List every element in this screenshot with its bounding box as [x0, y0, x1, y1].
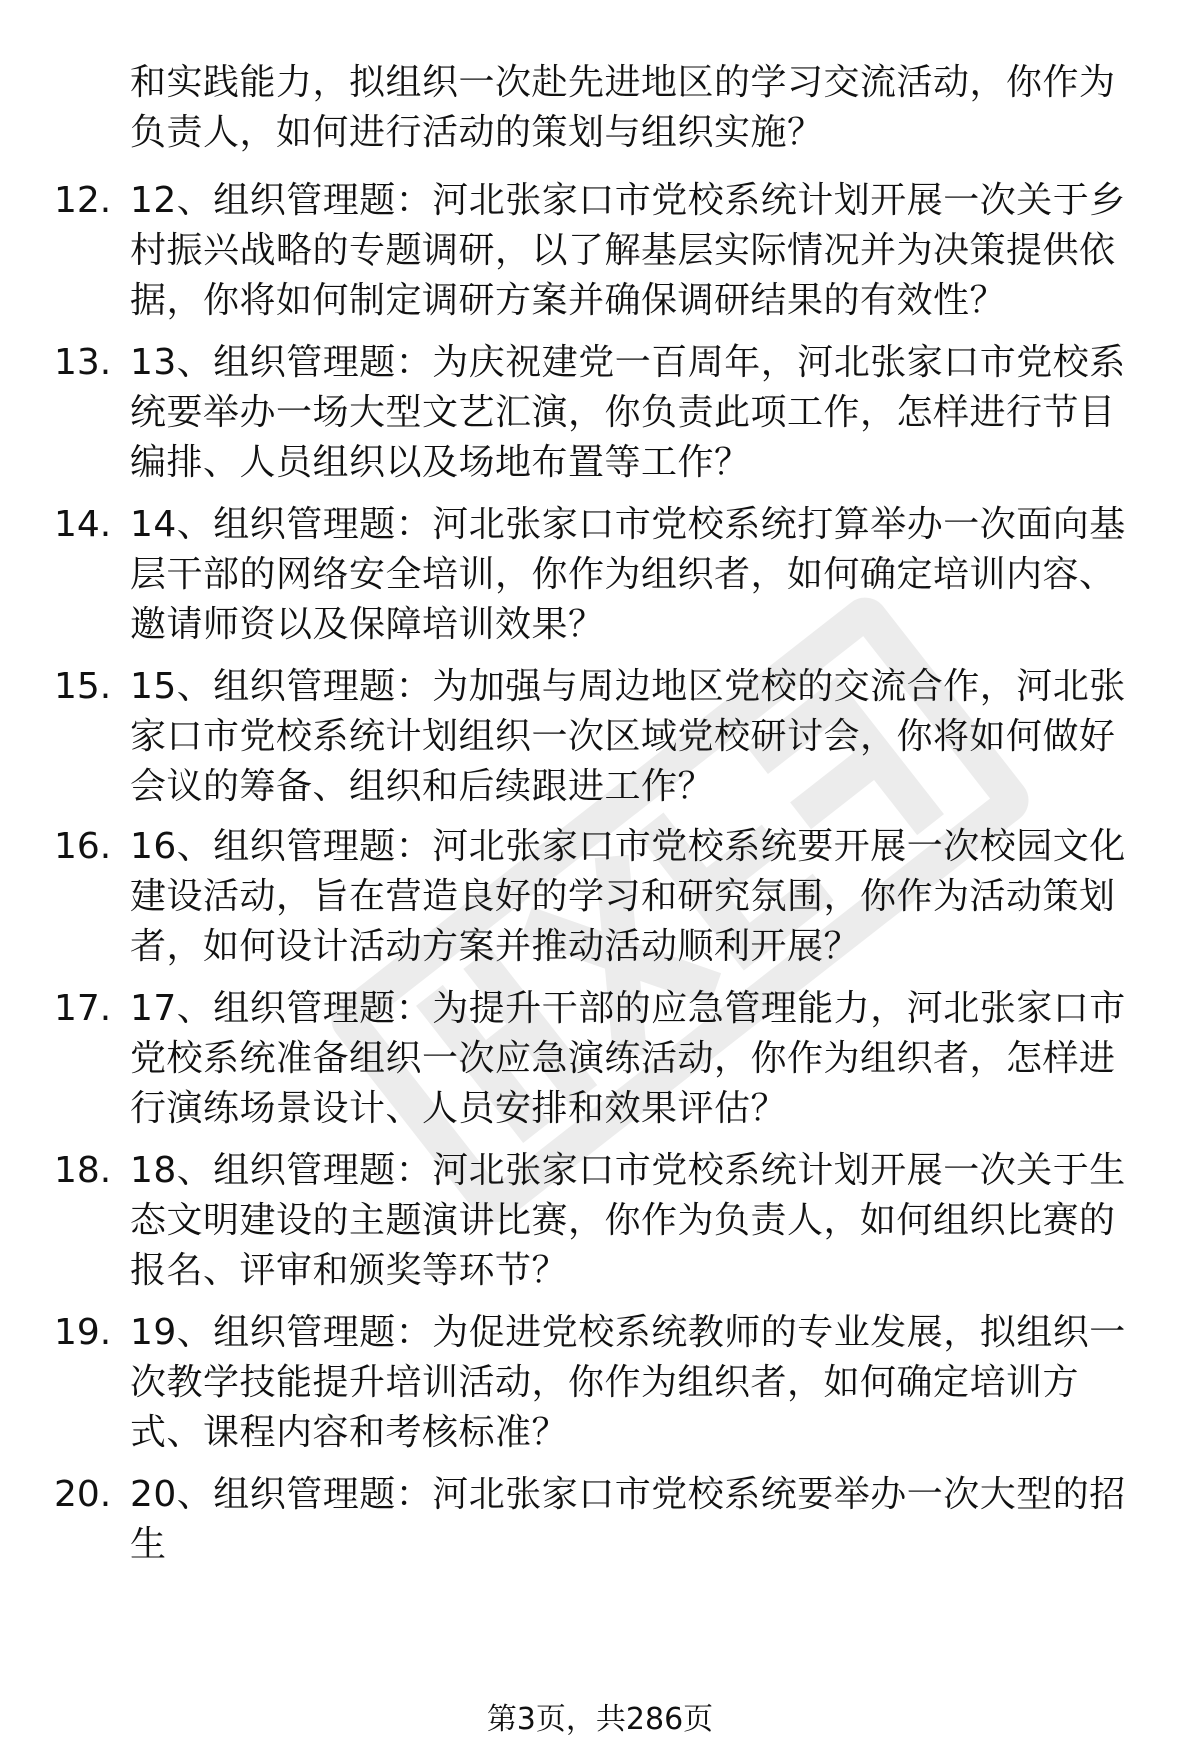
question-text: 13、组织管理题：为庆祝建党一百周年，河北张家口市党校系统要举办一场大型文艺汇演，你负责此项工作，怎样进行节目编排、人员组织以及场地布置等工作？: [130, 342, 1126, 483]
question-text: 19、组织管理题：为促进党校系统教师的专业发展，拟组织一次教学技能提升培训活动，你作为组织者，如何确定培训方式、课程内容和考核标准？: [130, 1312, 1126, 1453]
question-number: 19.: [54, 1312, 112, 1353]
question-number: 14.: [54, 504, 112, 545]
question-number: 18.: [54, 1150, 112, 1191]
question-text: 18、组织管理题：河北张家口市党校系统计划开展一次关于生态文明建设的主题演讲比赛，你作为负责人，如何组织比赛的报名、评审和颁奖等环节？: [130, 1150, 1126, 1291]
question-text: 14、组织管理题：河北张家口市党校系统打算举办一次面向基层干部的网络安全培训，你作为组织者，如何确定培训内容、邀请师资以及保障培训效果？: [130, 504, 1126, 645]
question-number: 15.: [54, 666, 112, 707]
question-number: 12.: [54, 180, 112, 221]
question-number: 13.: [54, 342, 112, 383]
question-number: 16.: [54, 826, 112, 867]
question-text: 16、组织管理题：河北张家口市党校系统要开展一次校园文化建设活动，旨在营造良好的学习和研究氛围，你作为活动策划者，如何设计活动方案并推动活动顺利开展？: [130, 826, 1126, 967]
carryover-paragraph: 和实践能力，拟组织一次赴先进地区的学习交流活动，你作为负责人，如何进行活动的策划与组织实施？: [130, 62, 1116, 153]
question-text: 12、组织管理题：河北张家口市党校系统计划开展一次关于乡村振兴战略的专题调研，以了解基层实际情况并为决策提供依据，你将如何制定调研方案并确保调研结果的有效性？: [130, 180, 1126, 321]
question-text: 17、组织管理题：为提升干部的应急管理能力，河北张家口市党校系统准备组织一次应急演练活动，你作为组织者，怎样进行演练场景设计、人员安排和效果评估？: [130, 988, 1126, 1129]
page-footer: 第3页，共286页: [486, 1702, 714, 1737]
question-number: 17.: [54, 988, 112, 1029]
question-text: 15、组织管理题：为加强与周边地区党校的交流合作，河北张家口市党校系统计划组织一次区域党校研讨会，你将如何做好会议的筹备、组织和后续跟进工作？: [130, 666, 1126, 807]
question-text: 20、组织管理题：河北张家口市党校系统要举办一次大型的招生: [130, 1474, 1126, 1565]
question-number: 20.: [54, 1474, 112, 1515]
